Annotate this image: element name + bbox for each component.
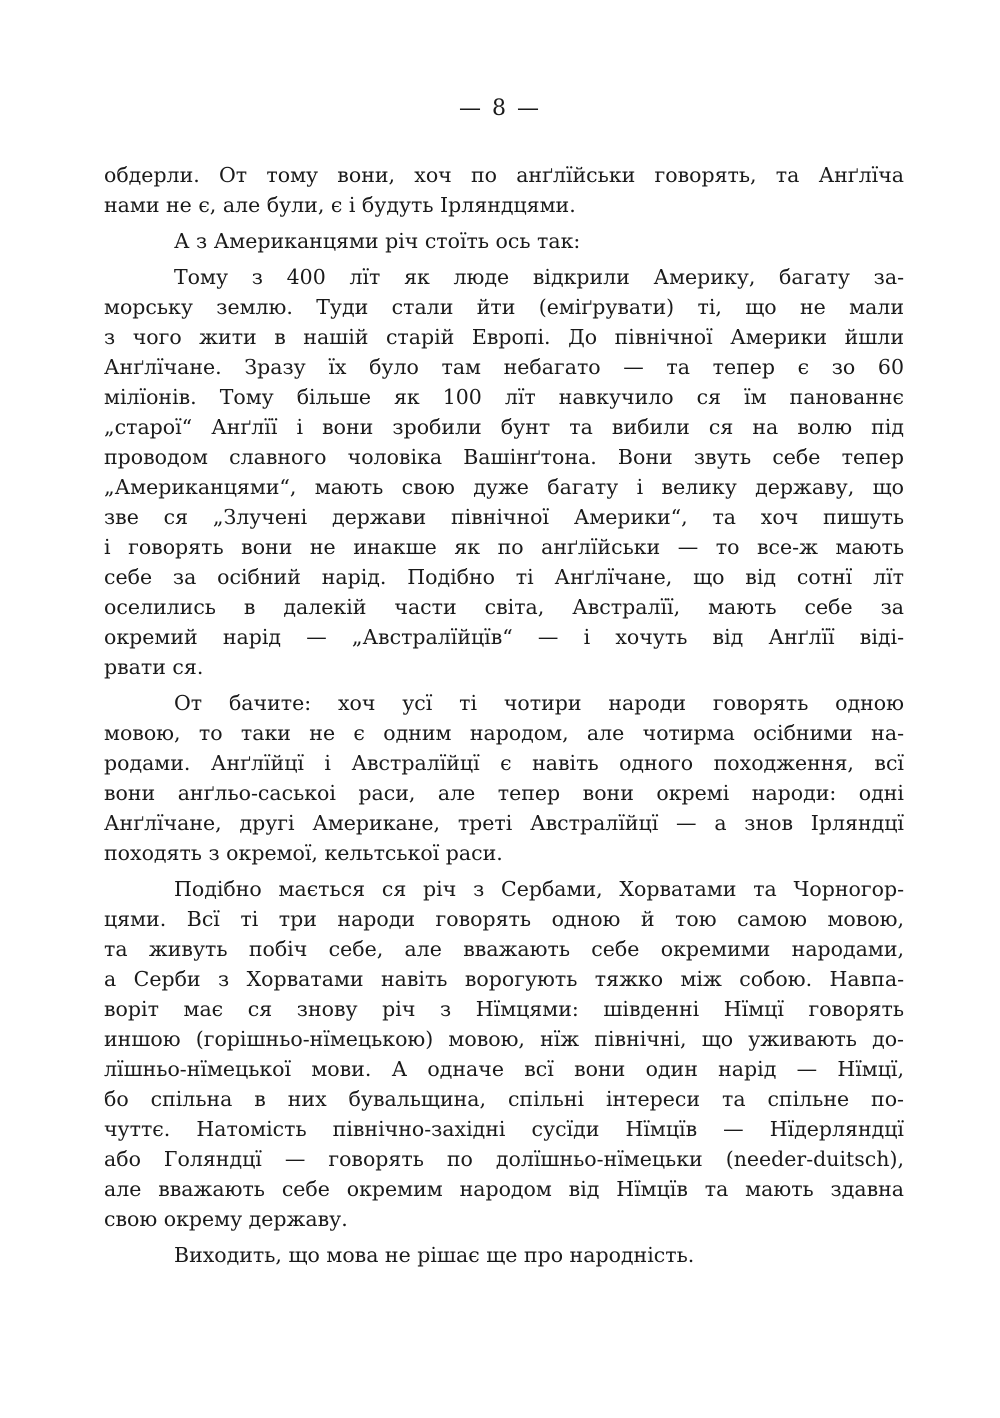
text-line: мілїонів. Тому більше як 100 лїт навкучило ся їм панованнє (104, 385, 904, 409)
paragraph (104, 874, 904, 1234)
text-line: мовою, то таки не є одним народом, але чотирма осібними на- (104, 721, 904, 745)
text-line: А з Американцями річ стоїть ось так: (174, 229, 581, 253)
text-line: нами не є, але були, є і будуть Ірляндцями. (104, 193, 576, 217)
text-line: морську землю. Туди стали йти (еміґрувати) ті, що не мали (104, 295, 904, 319)
text-line: вони анґльо-саськоі раси, але тепер вони окремі народи: одні (104, 781, 904, 805)
text-line: лїшньо-нїмецької мови. А одначе всї вони один нарід — Нїмцї, (104, 1057, 904, 1081)
text-line: Анґлїчане, другі Американе, треті Австралїйцї — а знов Ірляндцї (104, 811, 904, 835)
text-line: себе за осібний нарід. Подібно ті Анґлїчане, що від сотнї лїт (104, 565, 904, 589)
text-line: воріт має ся знову річ з Нїмцями: шівденні Нїмцї говорять (104, 997, 904, 1021)
text-line: з чого жити в нашій старій Европі. До північної Америки йшли (104, 325, 904, 349)
text-line: „Американцями“, мають свою дуже багату і велику державу, що (104, 475, 904, 499)
text-line: і говорять вони не инакше як по анґлїйськи — то все-ж мають (104, 535, 904, 559)
text-line: але вважають себе окремим народом від Нїмцїв та мають здавна (104, 1177, 904, 1201)
text-line: а Серби з Хорватами навіть ворогують тяжко між собою. Навпа- (104, 967, 904, 991)
text-line: проводом славного чоловіка Вашінґтона. Вони звуть себе тепер (104, 445, 904, 469)
text-line: або Голяндцї — говорять по долїшньо-нїмецьки (needer-duitsch), (104, 1147, 904, 1171)
text-line: обдерли. От тому вони, хоч по анґлїйськи говорять, та Анґлїча (104, 163, 904, 187)
text-line: оселились в далекій части світа, Австралїї, мають себе за (104, 595, 904, 619)
paragraph (104, 160, 904, 220)
paragraph (104, 688, 904, 868)
text-line: походять з окремої, кельтської раси. (104, 841, 503, 865)
text-line: От бачите: хоч усї ті чотири народи говорять одною (174, 691, 904, 715)
text-line: бо спільна в них бувальщина, спільні інтереси та спільне по- (104, 1087, 904, 1111)
text-line: окремий нарід — „Австралїйцїв“ — і хочуть від Анґлїї віді- (104, 625, 904, 649)
text-line: Подібно мається ся річ з Сербами, Хорватами та Чорногор- (174, 877, 904, 901)
paragraph (104, 262, 904, 682)
text-line: „старої“ Анґлїї і вони зробили бунт та вибили ся на волю під (104, 415, 904, 439)
page-number: — 8 — (459, 96, 541, 121)
paragraph (104, 226, 904, 256)
text-line: рвати ся. (104, 655, 204, 679)
text-line: зве ся „Злучені держави північної Америки“, та хоч пишуть (104, 505, 904, 529)
body-text (104, 160, 904, 1270)
paragraph (104, 1240, 904, 1270)
text-line: свою окрему державу. (104, 1207, 348, 1231)
text-line: иншою (горішньо-нїмецькою) мовою, нїж північні, що уживають до- (104, 1027, 904, 1051)
text-line: чуттє. Натомість північно-західні сусїди Нїмцїв — Нїдерляндцї (104, 1117, 904, 1141)
text-line: Тому з 400 лїт як люде відкрили Америку, багату за- (174, 265, 904, 289)
text-line: Виходить, що мова не рішає ще про народність. (174, 1243, 695, 1267)
text-line: цями. Всї ті три народи говорять одною й тою самою мовою, (104, 907, 904, 931)
text-line: та живуть побіч себе, але вважають себе окремими народами, (104, 937, 904, 961)
text-line: Анґлїчане. Зразу їх було там небагато — та тепер є зо 60 (104, 355, 904, 379)
text-line: родами. Анґлїйцї і Австралїйцї є навіть одного походження, всї (104, 751, 904, 775)
